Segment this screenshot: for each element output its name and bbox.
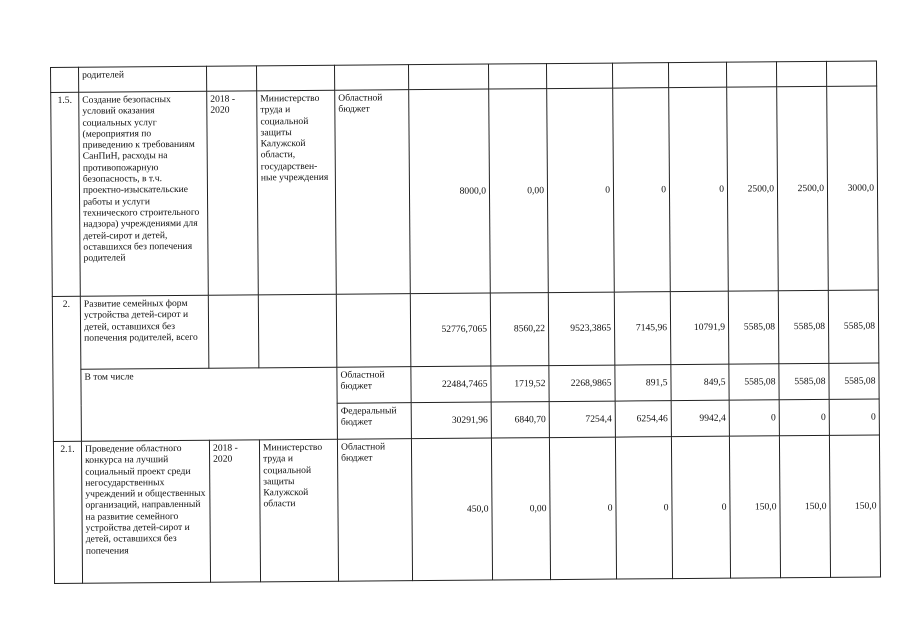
cell-no: 1.5.: [51, 92, 81, 296]
budget-table: [50, 61, 881, 584]
cell-value: 5585,08: [728, 291, 779, 364]
cell-source: Федеральный бюджет: [337, 403, 411, 440]
cell-value: 150,0: [779, 435, 830, 577]
cell-executor: Министерство труда и социальной защиты Калужской области, государствен-ные учреждения: [257, 90, 337, 295]
cell-value: 849,5: [671, 364, 729, 400]
cell-value: 10791,9: [670, 291, 729, 364]
cell-value: 0: [613, 88, 671, 292]
cell-value: 6840,70: [491, 402, 549, 438]
cell-value: 0: [779, 399, 829, 435]
cell-value: 0: [547, 88, 615, 293]
cell-value: 150,0: [829, 435, 880, 577]
cell-source: Областной бюджет: [337, 367, 411, 404]
cell-value: 5585,08: [829, 363, 879, 399]
table-row: [53, 435, 880, 583]
cell-value: 5585,08: [779, 363, 829, 399]
table-row: [52, 290, 879, 369]
cell-value: 2268,9865: [549, 365, 615, 402]
cell-value: 2500,0: [727, 87, 779, 291]
cell-value: 1719,52: [491, 366, 549, 402]
cell-value: 0: [549, 437, 616, 580]
cell-value: 150,0: [729, 436, 780, 578]
cell-value: 5585,08: [828, 290, 879, 363]
cell-value: 52776,7065: [410, 293, 491, 367]
cell-no: [51, 67, 79, 92]
cell-including-label: В том числе: [81, 367, 338, 441]
cell-value: 9523,3865: [548, 292, 615, 366]
cell-name: Проведение областного конкурса на лучший социальный проект среди негосударственных учреждений и общественных организаций, направленный на развитие семейного устройства детей-сирот и детей, оставшихся без попечения: [81, 440, 210, 583]
cell-value: 6254,46: [615, 401, 671, 437]
cell-value: 30291,96: [411, 402, 491, 439]
cell-value: 7254,4: [549, 401, 615, 438]
cell-value: 891,5: [615, 365, 671, 401]
cell-source: Областной бюджет: [337, 439, 412, 582]
cell-name: Развитие семейных форм устройства детей-сирот и детей, оставшихся без попечения родителей, всего: [80, 295, 209, 369]
cell-value: 9942,4: [671, 400, 729, 436]
cell-value: 5585,08: [729, 364, 779, 400]
cell-value: 0,00: [489, 89, 549, 293]
cell-value: 450,0: [411, 438, 492, 581]
cell-value: 2500,0: [777, 86, 829, 290]
cell-name: родителей: [79, 66, 207, 92]
cell-no: 2.: [52, 296, 81, 441]
cell-value: 3000,0: [827, 86, 879, 290]
cell-value: 0,00: [491, 438, 550, 580]
cell-executor: Министерство труда и социальной защиты Калужской области: [259, 439, 338, 582]
cell-value: 0: [669, 87, 729, 291]
cell-no: 2.1.: [53, 441, 82, 583]
cell-value: 22484,7465: [411, 366, 491, 403]
cell-value: 5585,08: [778, 290, 829, 363]
cell-value: 8000,0: [409, 89, 491, 294]
cell-value: 0: [615, 437, 672, 579]
cell-value: 8560,22: [490, 293, 549, 366]
cell-source: Областной бюджет: [335, 90, 411, 295]
cell-period: 2018 - 2020: [209, 440, 260, 582]
cell-value: 0: [671, 436, 730, 578]
cell-name: Создание безопасных условий оказания социальных услуг (мероприятия по приведению к требованиям СанПиН, расходы на противопожарную безопасность, в т.ч. проектно-изыскательские работы и услуги технического строительного надзора) учреждениями для детей-сирот и детей, оставшихся без попечения родителей: [79, 91, 209, 296]
table-row: [51, 86, 879, 296]
cell-period: 2018 - 2020: [207, 91, 259, 295]
cell-value: 0: [829, 399, 879, 435]
cell-value: 0: [729, 400, 779, 436]
cell-value: 7145,96: [614, 292, 671, 365]
